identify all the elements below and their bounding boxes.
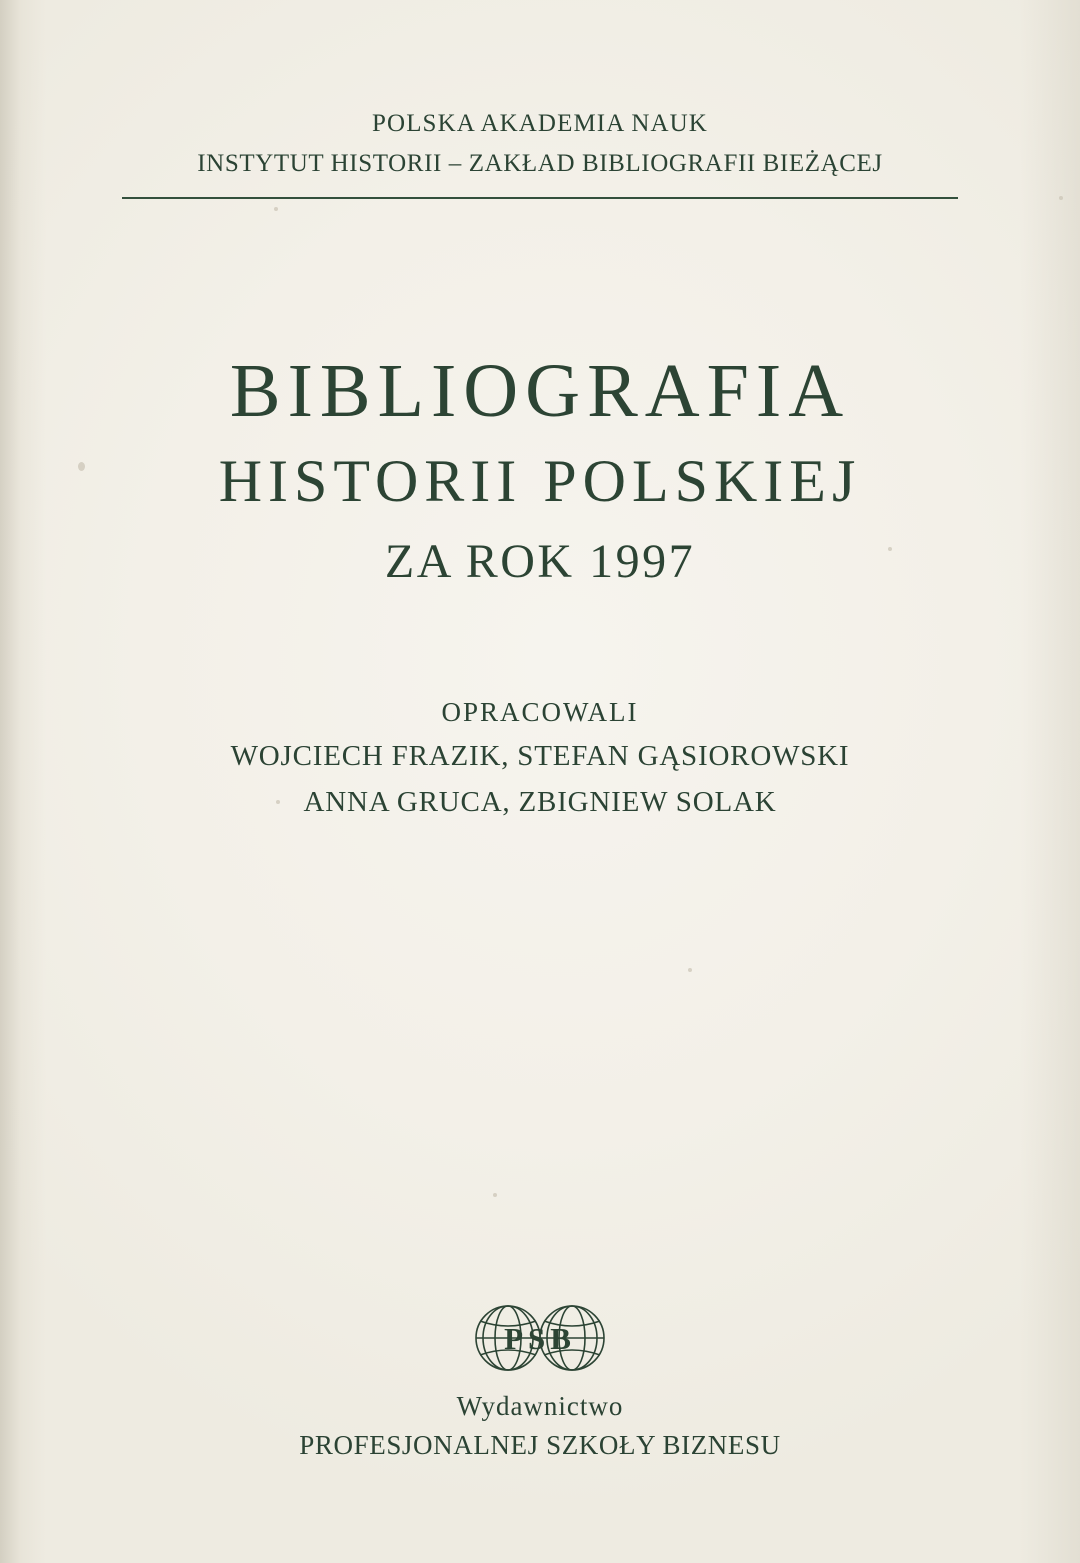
scan-speck	[274, 207, 278, 211]
psb-globe-logo-icon	[455, 1295, 625, 1381]
publisher-line-2: PROFESJONALNEJ SZKOŁY BIZNESU	[299, 1430, 781, 1461]
department-name: INSTYTUT HISTORII – ZAKŁAD BIBLIOGRAFII BIEŻĄCEJ	[197, 150, 883, 178]
institution-name: POLSKA AKADEMIA NAUK	[372, 110, 708, 137]
book-title-main: BIBLIOGRAFIA	[229, 349, 851, 433]
book-title-sub: HISTORII POLSKIEJ	[218, 447, 862, 514]
publisher-block	[0, 1295, 1080, 1463]
authors-line-2: ANNA GRUCA, ZBIGNIEW SOLAK	[303, 786, 777, 819]
psb-logo-text: PSB	[504, 1321, 576, 1356]
book-title-year: ZA ROK 1997	[384, 534, 696, 588]
authors-line-1: WOJCIECH FRAZIK, STEFAN GĄSIOROWSKI	[230, 740, 850, 773]
cover-header	[0, 108, 1080, 199]
scan-speck	[493, 1193, 497, 1197]
authors-block	[0, 695, 1080, 822]
publisher-line-1: Wydawnictwo	[456, 1391, 624, 1421]
scan-speck	[688, 968, 692, 972]
authors-label: OPRACOWALI	[441, 697, 639, 727]
header-divider	[122, 197, 958, 199]
title-block	[0, 349, 1080, 589]
